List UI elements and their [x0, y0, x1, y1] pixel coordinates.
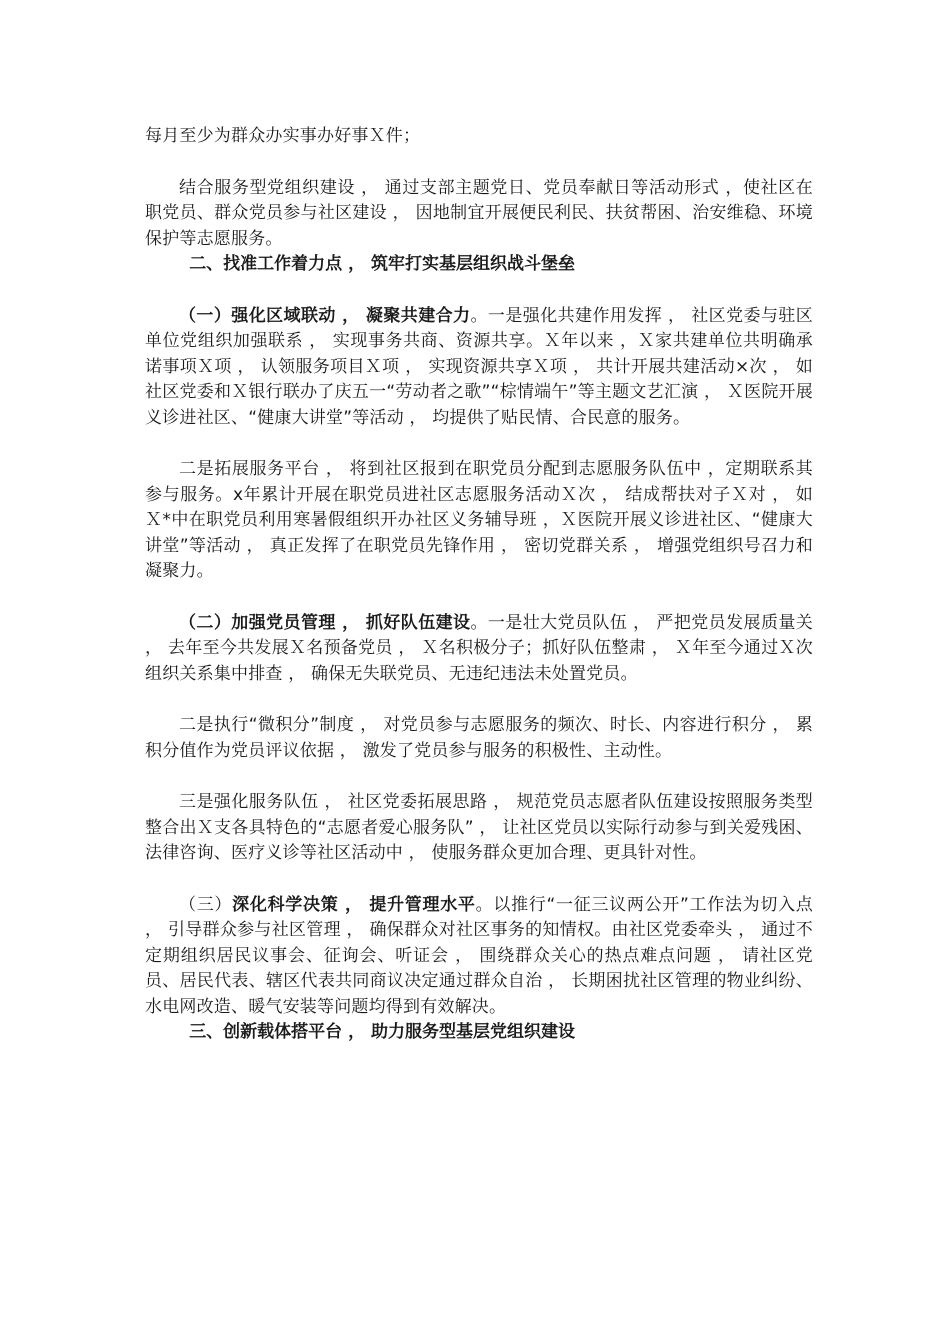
paragraph-regional-linkage-body: 。一是强化共建作用发挥 ， 社区党委与驻区单位党组织加强联系 ， 实现事务共商、资源共享。Ｘ年以来 ，Ｘ家共建单位共明确承诺事项Ｘ项 ， 认领服务项目Ｘ项 ， 实现资源共享Ｘ项 ， 共计开展共建活动×次 ， 如社区党委和Ｘ银行联办了庆五一“劳动者之歌”“棕情端午”等主题文艺汇演 ， Ｘ医院开展义诊进社区、“健康大讲堂”等活动 ， 均提供了贴民情、合民意的服务。: [145, 305, 814, 428]
paragraph-micro-points: 二是执行“微积分”制度 ， 对党员参与志愿服务的频次、时长、内容进行积分 ， 累积分值作为党员评议依据 ， 激发了党员参与服务的积极性、主动性。: [145, 715, 813, 761]
section-heading-3: 三、创新载体搭平台 ， 助力服务型基层党组织建设: [189, 1022, 576, 1042]
paragraph-service-org: 结合服务型党组织建设 ， 通过支部主题党日、党员奉献日等活动形式 ，使社区在职党员、群众党员参与社区建设 ， 因地制宜开展便民利民、扶贫帮困、治安维稳、环境保护等志愿服务。: [145, 177, 813, 249]
subheading-2: （二）加强党员管理 ， 抓好队伍建设: [179, 612, 471, 633]
paragraph-scientific-decision-body: 。以推行“一征三议两公开”工作法为切入点 ， 引导群众参与社区管理 ， 确保群众对社区事务的知情权。由社区党委牵头 ， 通过不定期组织居民议事会、征询会、听证会 ， 围绕群众关心的热点难点问题 ， 请社区党员、居民代表、辖区代表共同商议决定通过群众自治 ， 长期困扰社区管理的物业纠纷、水电网改造、暖气安装等问题均得到有效解决。: [145, 894, 813, 1017]
paragraph-scientific-decision: [145, 893, 813, 1021]
paragraph-member-management-body: 。一是壮大党员队伍 ， 严把党员发展质量关 ， 去年至今共发展Ｘ名预备党员 ， Ｘ名积极分子；抓好队伍整肃 ， Ｘ年至今通过Ｘ次组织关系集中排查 ， 确保无失联党员、无违纪违法未处置党员。: [145, 612, 814, 684]
paragraph-member-management: [145, 611, 813, 688]
section-heading-2: 二、找准工作着力点 ， 筑牢打实基层组织战斗堡垒: [189, 254, 576, 274]
subheading-1: （一）强化区域联动 ， 凝聚共建合力: [179, 305, 471, 326]
paragraph-regional-linkage: [145, 304, 813, 432]
paragraph-service-platform: 二是拓展服务平台 ， 将到社区报到在职党员分配到志愿服务队伍中 ，定期联系其参与服务。x年累计开展在职党员进社区志愿服务活动Ｘ次 ， 结成帮扶对子Ｘ对 ， 如Ｘ*中在职党员利用寒暑假组织开办社区义务辅导班 ，Ｘ医院开展义诊进社区、“健康大讲堂”等活动 ， 真正发挥了在职党员先锋作用 ， 密切党群关系 ， 增强党组织号召力和凝聚力。: [145, 459, 813, 581]
document-page: [145, 124, 813, 1046]
paragraph-0: 每月至少为群众办实事办好事Ｘ件；: [145, 126, 421, 146]
subheading-3-prefix: （三）: [179, 894, 233, 915]
paragraph-service-team: 三是强化服务队伍 ， 社区党委拓展思路 ， 规范党员志愿者队伍建设按照服务类型整合出Ｘ支各具特色的“志愿者爱心服务队” ， 让社区党员以实际行动参与到关爱残困、法律咨询、医疗义诊等社区活动中 ， 使服务群众更加合理、更具针对性。: [145, 792, 813, 863]
subheading-3: 深化科学决策 ， 提升管理水平: [232, 894, 476, 915]
